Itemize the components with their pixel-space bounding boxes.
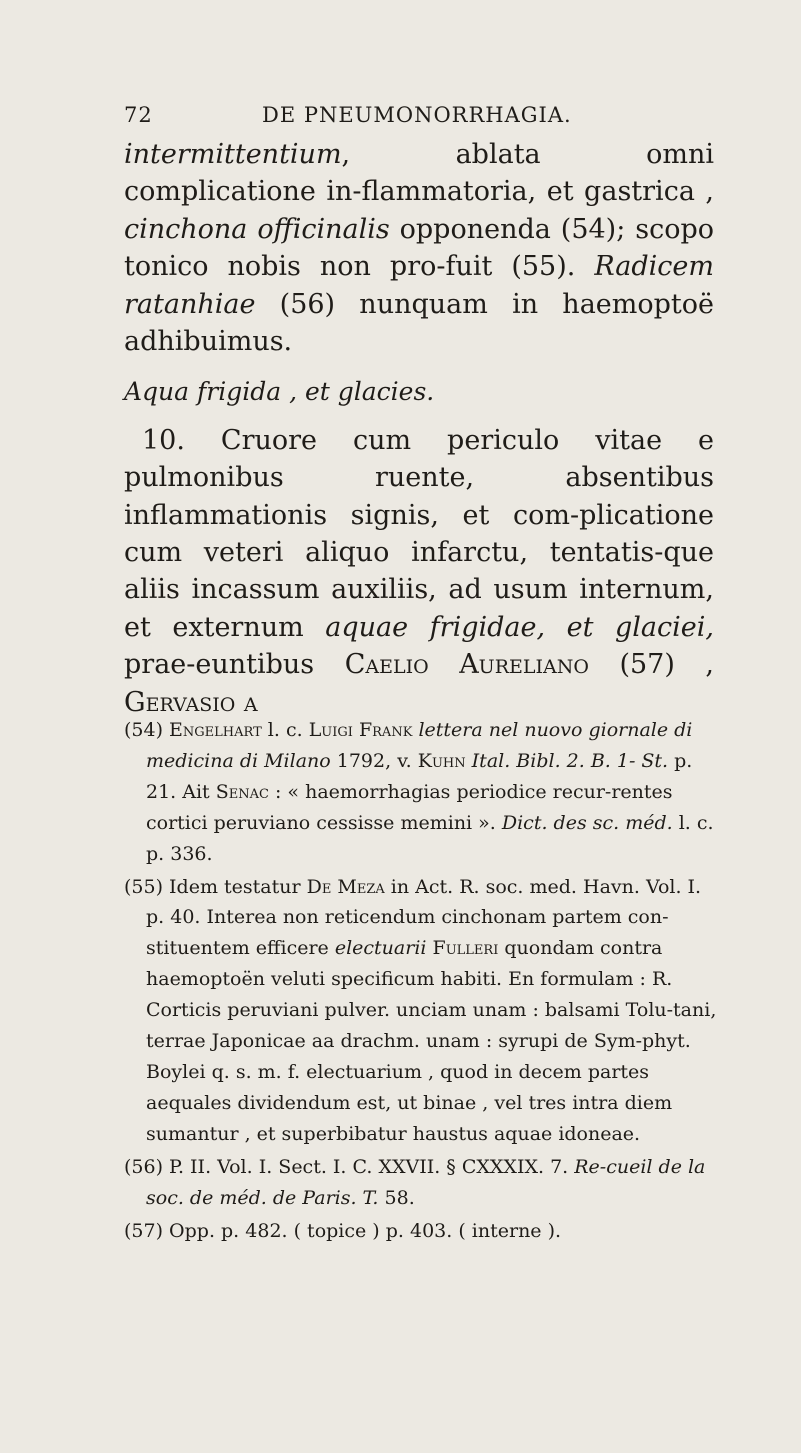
text-run: (56) nunquam in haemoptoë adhibuimus. (124, 288, 714, 358)
footnotes (124, 715, 724, 1248)
text-run: quondam contra haemoptoën veluti specificum habiti. En formulam : R. Corticis peruviani pulver. unciam unam : balsami Tolu-tani, terrae Japonicae aa drachm. unam : syrupi de Sym-phyt. Boylei q. s. m. f. electuarium , quod in decem partes aequales dividendum est, ut binae , vel tres intra diem sumantur , et superbibatur haustus aquae idoneae. (146, 937, 717, 1145)
text-run: (55) Idem testatur (124, 875, 307, 898)
paragraph-2 (124, 422, 714, 721)
author-name: Gervasio a (124, 686, 258, 718)
author-name: Luigi Frank (308, 719, 413, 741)
main-text (124, 136, 714, 721)
text-run: 1792, v. (330, 749, 418, 772)
italic-term: Radicem ratanhiae (124, 251, 714, 320)
footnote-54 (124, 715, 724, 870)
running-title: DE PNEUMONORRHAGIA. (262, 103, 572, 127)
text-run: p. 21. Ait (146, 749, 693, 803)
text-run: : « haemorrhagias periodice recur-rentes cortici peruviano cessisse memini ». (146, 780, 673, 834)
text-run: 10. Cruore cum periculo vitae e pulmonibus ruente, absentibus inflammationis signis, et com-plicatione cum veteri aliquo infarctu, tentatis-que aliis incassum auxiliis, ad usum internum, et externum (124, 424, 714, 643)
author-name: Fulleri (432, 937, 499, 960)
text-run: prae-euntibus (124, 649, 345, 681)
footnote-55 (124, 872, 724, 1150)
text-run: (57) , (588, 649, 714, 681)
page-number: 72 (124, 103, 153, 127)
author-name: Engelhart (169, 719, 262, 741)
italic-title: Dict. des sc. méd. (501, 811, 673, 834)
author-name: De Meza (306, 875, 385, 898)
footnote-56 (124, 1152, 724, 1214)
italic-title: Re-cueil de la soc. de méd. de Paris. T. (146, 1155, 706, 1209)
paragraph-1 (124, 136, 714, 360)
text-run: (56) P. II. Vol. I. Sect. I. C. XXVII. § CXXXIX. 7. (124, 1155, 575, 1178)
text-run: , ablata omni complicatione in-flammatoria, et gastrica , (124, 139, 714, 208)
section-heading: Aqua frigida , et glacies. (124, 377, 435, 407)
text-run: (54) (124, 719, 170, 741)
italic-term: intermittentium (124, 139, 342, 170)
author-name: Senac (215, 780, 269, 803)
author-name: Caelio Aureliano (344, 649, 589, 681)
text-run: l. c. p. 336. (146, 811, 714, 865)
text-run: opponenda (54); scopo tonico nobis non pro-fuit (55). (124, 213, 714, 283)
text-run: 58. (378, 1186, 415, 1209)
italic-term: cinchona officinalis (124, 213, 390, 245)
author-name: Kuhn (417, 749, 466, 772)
text-run: in Act. R. soc. med. Havn. Vol. I. p. 40. Interea non reticendum cinchonam partem con-stituentem efficere (146, 875, 702, 960)
italic-title: Ital. Bibl. 2. B. 1- St. (471, 749, 669, 772)
italic-term: electuarii (334, 937, 427, 960)
italic-title: lettera nel nuovo giornale di medicina di Milano (146, 719, 693, 772)
footnote-57: (57) Opp. p. 482. ( topice ) p. 403. ( interne ). (124, 1219, 562, 1242)
italic-term: aquae frigidae, et glaciei, (325, 611, 714, 643)
text-run: l. c. (261, 719, 309, 741)
